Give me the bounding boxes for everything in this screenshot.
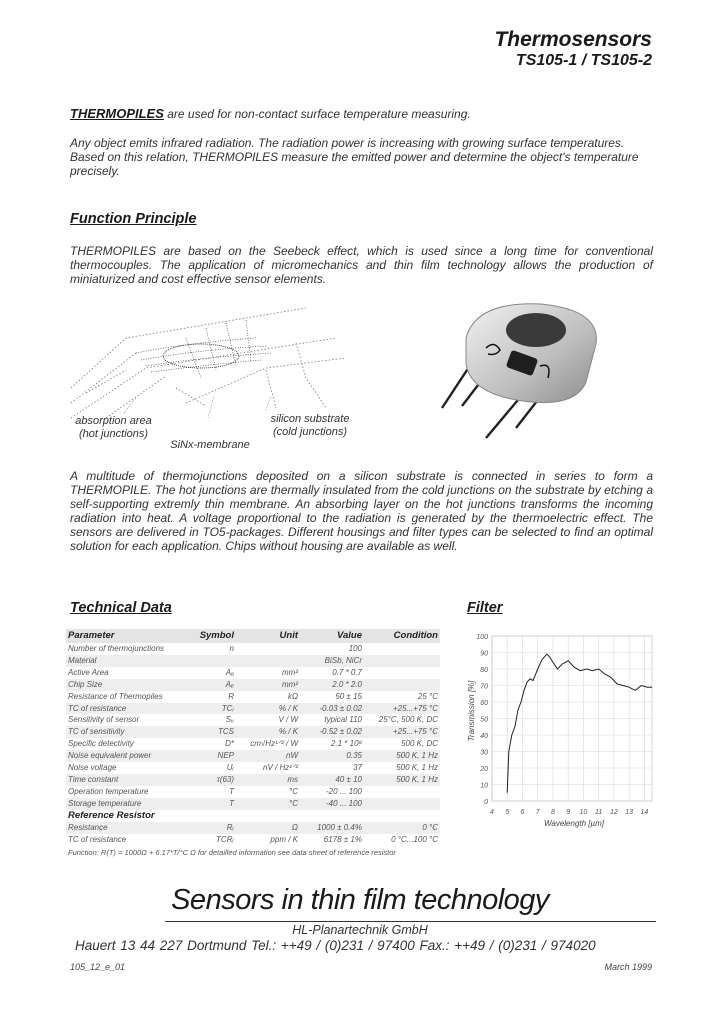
intro-text: are used for non-contact surface temperature measuring.	[167, 107, 471, 121]
to5-package-image	[436, 296, 636, 446]
x-tick-label: 7	[535, 809, 540, 816]
y-tick-label: 40	[480, 733, 488, 740]
page-title: Thermosensors	[494, 28, 652, 51]
document-date: March 1999	[604, 962, 652, 972]
x-tick-label: 10	[579, 809, 588, 816]
caption-silicon-label: silicon substrate	[270, 413, 350, 425]
x-tick-label: 6	[520, 809, 525, 816]
product-code: TS105-1 / TS105-2	[515, 52, 652, 69]
y-tick-label: 90	[480, 650, 488, 658]
table-row: Operation temperature T °C -20 ... 100	[68, 786, 362, 796]
footer-divider	[165, 921, 656, 922]
caption-absorption-label: absorption area	[75, 415, 152, 427]
col-symbol: Symbol	[182, 629, 236, 643]
intro-keyword: THERMOPILES	[70, 106, 164, 121]
caption-membrane: SiNx-membrane	[170, 439, 250, 451]
filter-chart	[462, 626, 660, 828]
x-tick-label: 13	[625, 809, 634, 816]
table-row: TC of resistance TCRᵣ ppm / K 6178 ± 1% 0 °C...100 °C	[68, 834, 438, 844]
x-tick-label: 4	[490, 809, 494, 816]
y-tick-label: 70	[480, 683, 488, 691]
caption-cold-junctions: (cold junctions)	[273, 426, 347, 438]
table-row: TC of resistance TCᵣ % / K -0.03 ± 0.02 +25...+75 °C	[68, 703, 438, 713]
transmission-series-line	[507, 654, 652, 793]
y-tick-label: 20	[480, 766, 488, 773]
y-tick-label: 0	[484, 799, 488, 806]
caption-absorption-area	[66, 415, 161, 441]
table-row: Resistance of Thermopiles R kΩ 50 ± 15 25 °C	[68, 691, 438, 701]
technical-data-heading: Technical Data	[70, 600, 172, 616]
chart-y-ticks	[476, 634, 488, 806]
function-note: Function: R(T) = 1000Ω + 6.17*T/°C Ω for detailled information see data sheet of reference resistor	[68, 848, 396, 857]
technical-data-table	[66, 629, 440, 845]
caption-hot-junctions: (hot junctions)	[78, 428, 149, 440]
document-id: 105_12_e_01	[70, 962, 126, 972]
chart-y-label: Transmission [%]	[467, 680, 476, 742]
table-row: Time constant τ(63) ms 40 ± 10 500 K, 1 Hz	[68, 774, 438, 784]
filter-heading: Filter	[467, 600, 503, 616]
x-tick-label: 12	[610, 809, 618, 816]
col-unit: Unit	[236, 629, 300, 643]
table-row: Sensitivity of sensor Sᵥ V / W typical 110 25°C, 500 K, DC	[68, 715, 438, 725]
chart-x-ticks	[490, 809, 648, 816]
y-tick-label: 10	[480, 782, 488, 790]
function-paragraph: THERMOPILES are based on the Seebeck effect, which is used since a long time for conventional thermocouples. The application of micromechanics and thin film technology allows the production of miniaturized and cost effective sensor elements.	[70, 244, 653, 286]
col-condition: Condition	[364, 629, 440, 643]
table-row: Storage temperature T °C -40 ... 100	[66, 798, 440, 810]
intro-paragraph: Any object emits infrared radiation. The radiation power is increasing with growing surface temperatures. Based on this relation, THERMOPILES measure the emitted power and determine the object's temperature precisely.	[70, 136, 639, 178]
chart-x-label: Wavelength [µm]	[543, 819, 605, 828]
x-tick-label: 5	[505, 809, 510, 816]
reference-resistor-heading-row	[66, 810, 440, 822]
footer-tagline: Sensors in thin film technology	[171, 884, 549, 916]
table-row: Active Area Aₐ mm² 0.7 * 0.7	[68, 667, 362, 677]
caption-silicon-substrate	[262, 413, 358, 439]
table-row: Noise voltage Uᵣ nV / Hz¹ᐟ² 37 500 K, 1 Hz	[68, 763, 438, 773]
company-name: HL-Planartechnik GmbH	[292, 923, 428, 937]
table-row: Material BiSb, NiCr	[66, 655, 440, 667]
y-tick-label: 30	[480, 749, 488, 757]
y-tick-label: 50	[480, 716, 488, 724]
table-header-row	[66, 629, 440, 643]
reference-resistor-heading: Reference Resistor	[68, 809, 155, 821]
intro-line	[70, 107, 653, 121]
col-parameter: Parameter	[66, 629, 182, 643]
y-tick-label: 60	[480, 700, 488, 707]
col-value: Value	[300, 629, 364, 643]
table-row: TC of sensitivity TCS % / K -0.52 ± 0.02 +25...+75 °C	[68, 727, 438, 737]
table-row: Resistance Rᵣ Ω 1000 ± 0.4% 0 °C	[68, 822, 438, 832]
thermopile-paragraph: A multitude of thermojunctions deposited on a silicon substrate is connected in series to form a THERMOPILE. The hot junctions are thermally insulated from the cold junctions on the substrate by etching a self-supporting extremly thin membrane. An absorbing layer on the hot junctions transforms the incoming radiation into heat. A voltage proportional to the radiation is generated by the thermoelectric effect. The sensors are delivered in TO5-packages. Different housings and filter types can be selected to find an optimal solution for each application. Chips without housing are available as well.	[70, 469, 653, 553]
y-tick-label: 100	[476, 634, 488, 641]
x-tick-label: 11	[595, 809, 603, 816]
function-heading: Function Principle	[70, 211, 197, 227]
x-tick-label: 14	[640, 809, 649, 816]
company-address: Hauert 13 44 227 Dortmund Tel.: ++49 / (0)231 / 97400 Fax.: ++49 / (0)231 / 974020	[75, 938, 596, 953]
table-row: Chip Size Aₑ mm² 2.0 * 2.0	[66, 679, 440, 691]
y-tick-label: 80	[480, 667, 488, 674]
table-row: Noise equivalent power NEP nW 0.35 500 K, 1 Hz	[68, 751, 438, 761]
x-tick-label: 8	[550, 809, 555, 816]
x-tick-label: 9	[566, 809, 571, 816]
table-row: Number of thermojunctions n 100	[68, 644, 362, 653]
table-row: Specific detectivity D* cm√Hz¹ᐟ² / W 2.1 * 10⁸ 500 K, DC	[68, 739, 438, 749]
